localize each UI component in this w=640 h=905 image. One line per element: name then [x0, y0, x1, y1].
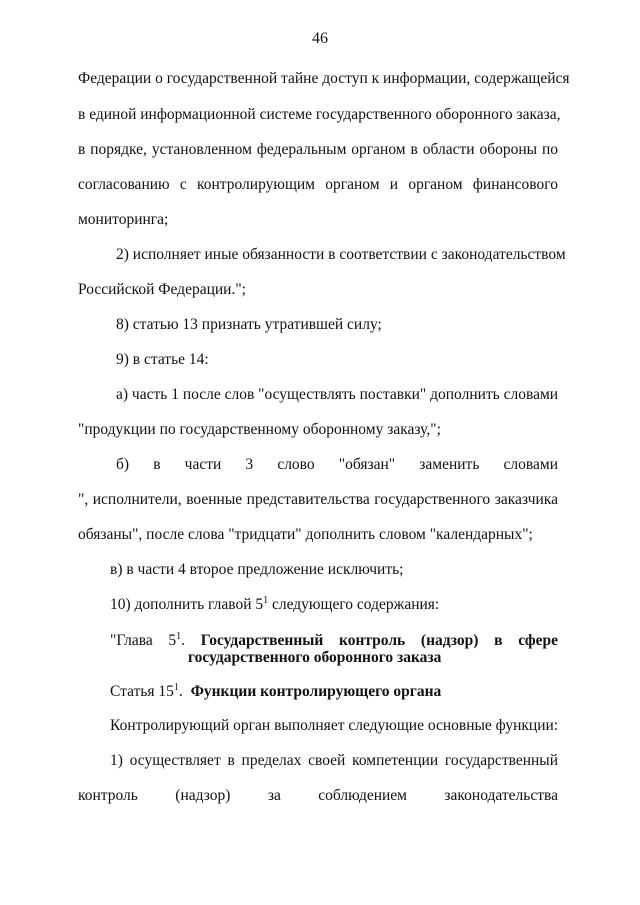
chapter-title-continued: государственного оборонного заказа [188, 649, 442, 666]
text-line: 9) в статье 14: [116, 351, 209, 368]
superscript: 1 [263, 595, 269, 606]
text-line: в) в части 4 второе предложение исключить; [110, 561, 404, 578]
text-line: б) в части 3 слово "обязан" заменить словами [116, 456, 558, 473]
chapter-dot: . [181, 632, 186, 649]
article-dot: . [178, 683, 183, 700]
text-line: "продукции по государственному оборонному заказу,"; [78, 421, 441, 438]
text-line: обязаны", после слова "тридцати" дополнить словом "календарных"; [78, 526, 533, 543]
chapter-prefix [110, 632, 185, 649]
text-line: Контролирующий орган выполняет следующие основные функции: [110, 717, 559, 734]
text-line: в порядке, установленном федеральным органом в области обороны по [78, 141, 558, 158]
page-number: 46 [312, 30, 328, 47]
chapter-title: Государственный контроль (надзор) в сфере [200, 632, 558, 649]
text-line: Федерации о государственной тайне доступ к информации, содержащейся [78, 70, 570, 87]
text-line: 8) статью 13 признать утратившей силу; [116, 316, 382, 333]
text-line: Российской Федерации."; [78, 281, 246, 298]
text-line: 1) осуществляет в пределах своей компетенции государственный [110, 752, 558, 769]
chapter-insert-instruction [110, 596, 590, 614]
article-heading [110, 683, 590, 701]
text-line: 2) исполняет иные обязанности в соответствии с законодательством [116, 246, 566, 263]
item10-text: следующего содержания: [268, 596, 440, 613]
text-line: ", исполнители, военные представительства государственного заказчика [78, 491, 558, 508]
text-line: мониторинга; [78, 211, 169, 228]
article-title: Функции контролирующего органа [190, 683, 442, 700]
text-line: в единой информационной системе государственного оборонного заказа, [78, 106, 561, 123]
item10-text: 10) дополнить главой 5 [110, 596, 264, 613]
superscript: 1 [176, 631, 182, 642]
text-line: контроль (надзор) за соблюдением законодательства [78, 787, 558, 804]
superscript: 1 [173, 682, 179, 693]
text-line: а) часть 1 после слов "осуществлять поставки" дополнить словами [116, 386, 559, 403]
chapter-heading [110, 632, 558, 650]
article-number: Статья 15 [110, 683, 174, 700]
text-line: согласованию с контролирующим органом и органом финансового [78, 176, 558, 193]
chapter-number: "Глава 5 [110, 632, 177, 649]
